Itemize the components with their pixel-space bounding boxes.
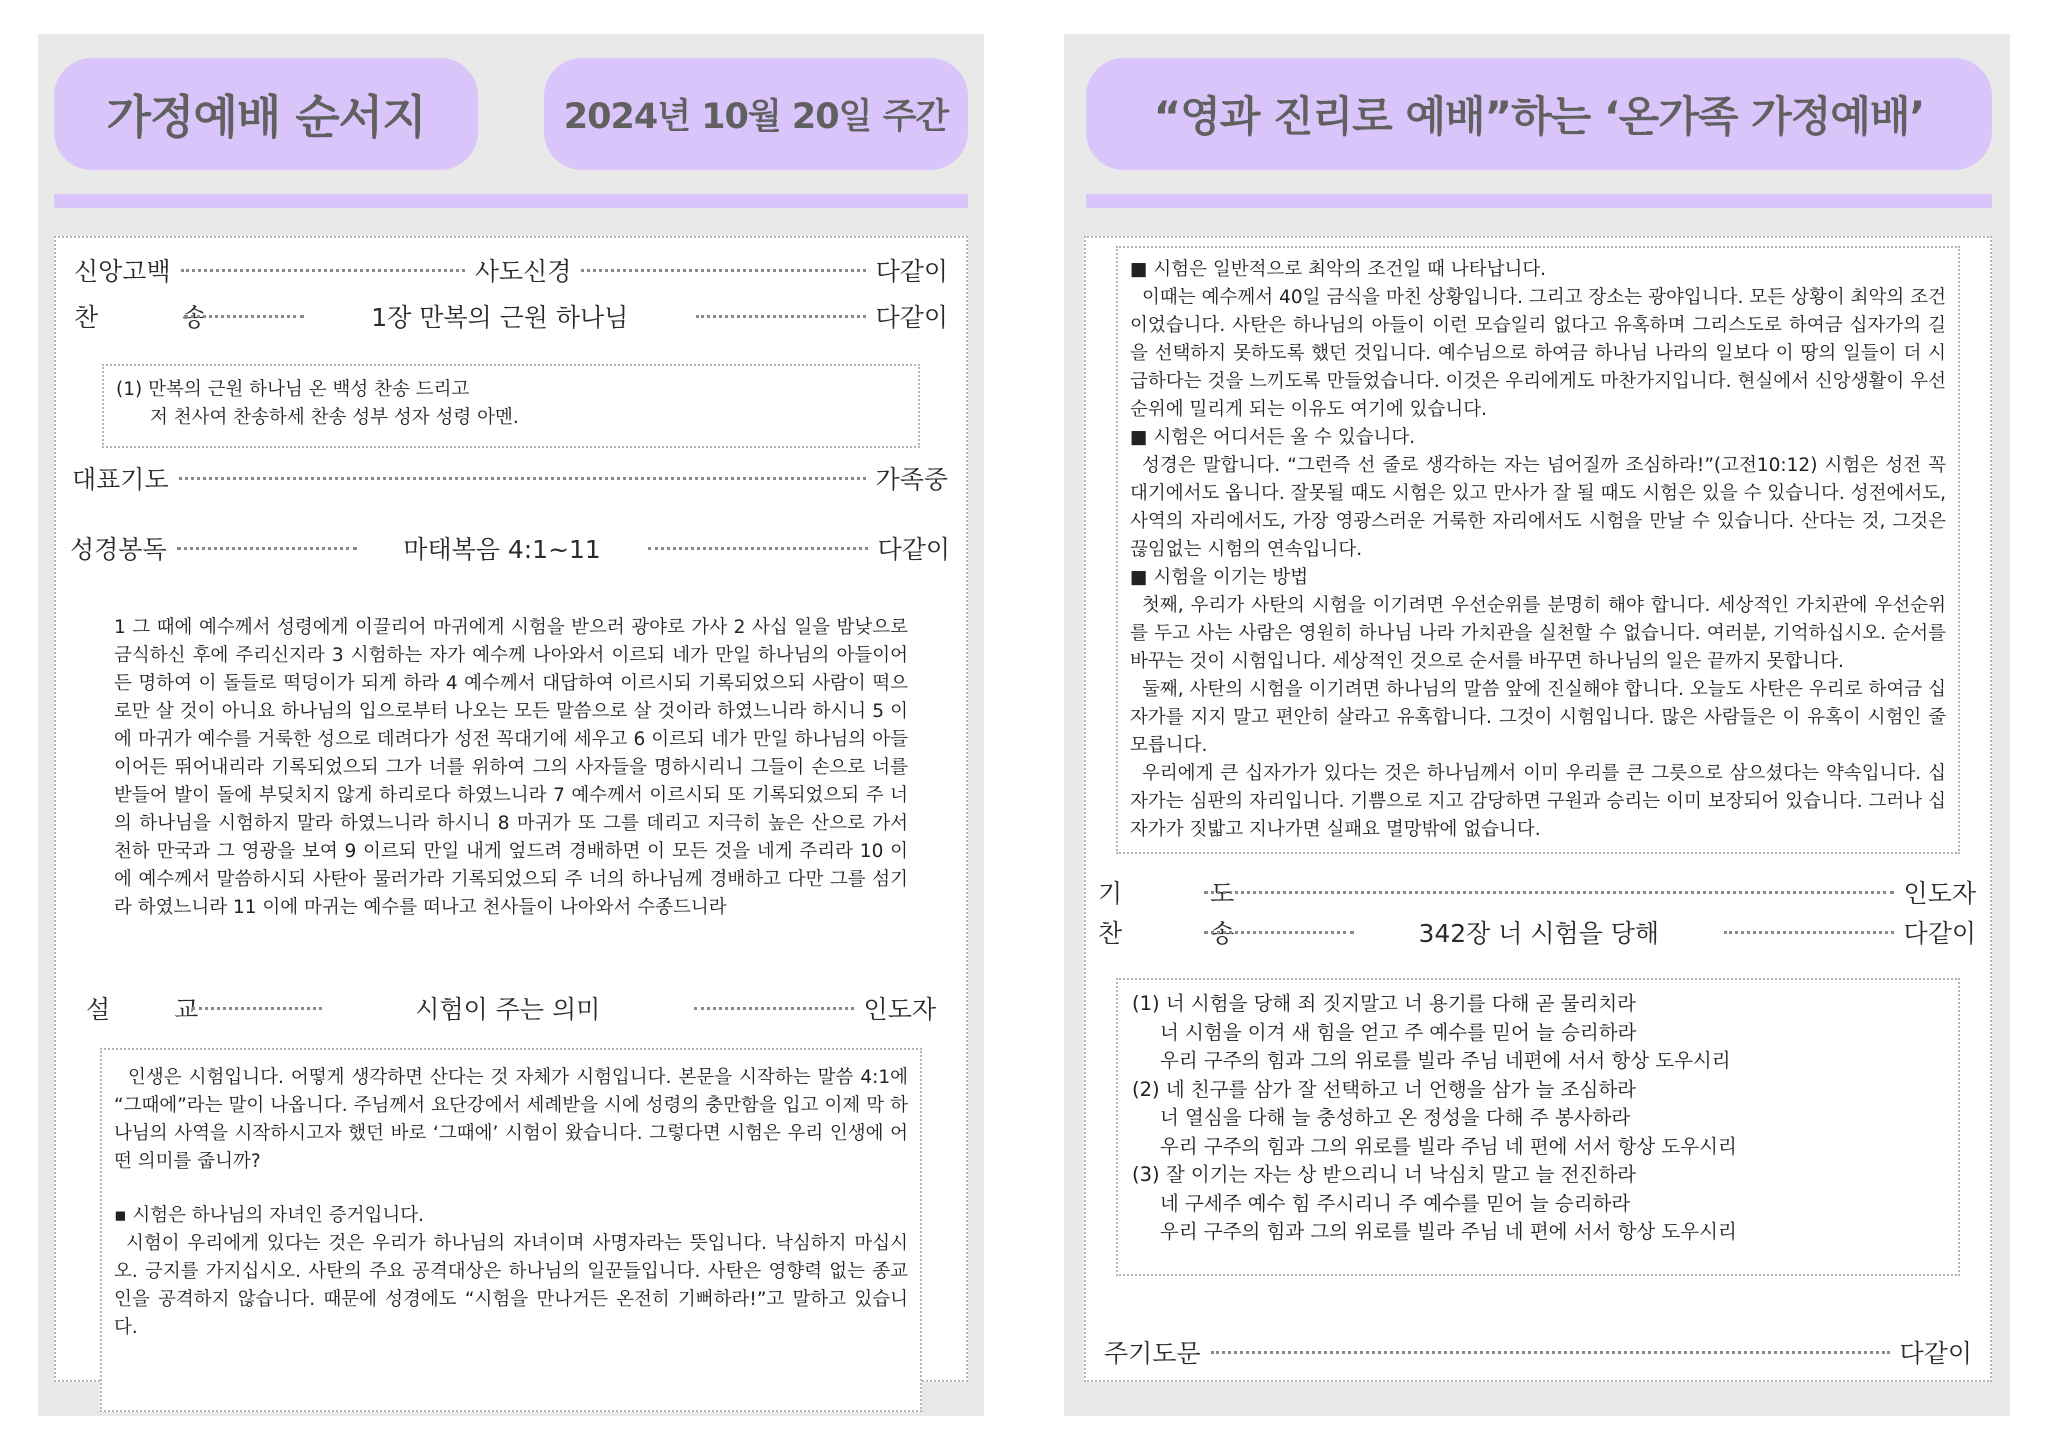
scripture-text [114, 614, 908, 922]
page-title [54, 58, 478, 170]
reading-row [70, 528, 950, 568]
prayer-leader: 인도자 [1903, 879, 1976, 908]
hymn-content: 1장 만복의 근원 하나님 [371, 303, 629, 332]
prayer-row [72, 458, 948, 498]
lyric-line: 저 천사여 찬송하세 찬송 성부 성자 성령 아멘. [150, 407, 519, 428]
lords-prayer-row [1104, 1332, 1972, 1372]
sermon-title: 시험이 주는 의미 [415, 995, 601, 1024]
left-page [38, 34, 984, 1416]
lyric-line: (3) 잘 이기는 자는 상 받으리니 너 낙심치 말고 늘 전진하라 [1132, 1163, 1637, 1186]
leader-dots [179, 477, 866, 480]
hymn-lyrics-box [1116, 978, 1960, 1276]
lyric-line: 네 구세주 예수 힘 주시리니 주 예수를 믿어 늘 승리하라 [1160, 1191, 1631, 1215]
sermon-panel [1084, 236, 1992, 1382]
prayer-label: 기 도 [1098, 879, 1275, 908]
prayer-leader: 가족중 [875, 465, 948, 494]
lyric-line: (1) 만복의 근원 하나님 온 백성 찬송 드리고 [116, 379, 470, 400]
sermon-continuation-box [1116, 246, 1960, 854]
lords-prayer-label: 주기도문 [1104, 1339, 1201, 1368]
lyric-line: (1) 너 시험을 당해 죄 짓지말고 너 용기를 다해 곧 물리치라 [1132, 992, 1637, 1015]
title-text: 가정예배 순서지 [106, 90, 426, 144]
section-heading: ■ 시험은 어디서든 올 수 있습니다. [1130, 427, 1416, 448]
leader-dots [192, 1007, 322, 1010]
hymn-content: 342장 너 시험을 당해 [1418, 919, 1660, 948]
reading-label: 성경봉독 [70, 535, 167, 564]
sermon-box [100, 1048, 922, 1412]
sermon-label: 설 교 [86, 995, 227, 1024]
creed-label: 신앙고백 [74, 257, 171, 286]
section-heading: ■ 시험을 이기는 방법 [1130, 567, 1309, 588]
date-badge [544, 58, 968, 170]
section-heading: ■ 시험은 일반적으로 최악의 조건일 때 나타납니다. [1130, 259, 1547, 280]
creed-row [74, 250, 948, 290]
sermon-row [86, 988, 936, 1028]
prayer-label: 대표기도 [72, 465, 169, 494]
order-panel [54, 236, 968, 1382]
point-heading: ▪ 시험은 하나님의 자녀인 증거입니다. [114, 1205, 425, 1226]
leader-dots [581, 269, 865, 272]
hymn-label: 찬 송 [74, 303, 245, 332]
right-title-text: “영과 진리로 예배”하는 ‘온가족 가정예배’ [1153, 92, 1925, 141]
hymn-row [1098, 912, 1976, 952]
section-paragraph: 둘째, 사탄의 시험을 이기려면 하나님의 말씀 앞에 진실해야 합니다. 오늘도 사탄은 우리로 하여금 십자가를 지지 말고 편안히 살라고 유혹합니다. 그것이 시험입니다. 많은 사람들은 이 유혹이 시험인 줄 모릅니다. [1130, 679, 1946, 756]
lyric-line: 우리 구주의 힘과 그의 위로를 빌라 주님 네 편에 서서 항상 도우시리 [1160, 1134, 1737, 1158]
lyric-line: 우리 구주의 힘과 그의 위로를 빌라 주님 네 편에 서서 항상 도우시리 [1160, 1220, 1737, 1243]
sermon-leader: 인도자 [863, 995, 936, 1024]
leader-dots [696, 315, 866, 318]
hymn-leader: 다같이 [875, 303, 948, 332]
point-body: 시험이 우리에게 있다는 것은 우리가 하나님의 자녀이며 사명자라는 뜻입니다. 낙심하지 마십시오. 긍지를 가지십시오. 사탄의 주요 공격대상은 하나님의 일꾼들입니다. 사탄은 영향력 없는 종교인을 공격하지 않습니다. 때문에 성경에도 “시험을 만나거든 온전히 기뻐하라!”고 말하고 있습니다. [114, 1233, 908, 1338]
scripture-paragraph: 1 그 때에 예수께서 성령에게 이끌리어 마귀에게 시험을 받으러 광야로 가사 2 사십 일을 밤낮으로 금식하신 후에 주리신지라 3 시험하는 자가 예수께 나아와서 이르되 네가 만일 하나님의 아들이어든 명하여 이 돌들로 떡덩이가 되게 하라 4 예수께서 대답하여 이르시되 기록되었으되 사람이 떡으로만 살 것이 아니요 하나님의 입으로부터 나오는 모든 말씀으로 살 것이라 하였느니라 하시니 5 이에 마귀가 예수를 거룩한 성으로 데려다가 성전 꼭대기에 세우고 6 이르되 네가 만일 하나님의 아들이어든 뛰어내리라 기록되었으되 그가 너를 위하여 그의 사자들을 명하시리니 그들이 손으로 너를 받들어 발이 돌에 부딪치지 않게 하리로다 하였느니라 7 예수께서 이르시되 또 기록되었으되 주 너의 하나님을 시험하지 말라 하였느니라 하시니 8 마귀가 또 그를 데리고 지극히 높은 산으로 가서 천하 만국과 그 영광을 보여 9 이르되 만일 내게 엎드려 경배하면 이 모든 것을 네게 주리라 10 이에 예수께서 말씀하시되 사탄아 물러가라 기록되었으되 주 너의 하나님께 경배하고 다만 그를 섬기라 하였느니라 11 이에 마귀는 예수를 떠나고 천사들이 나아와서 수종드니라 [114, 617, 909, 918]
lyric-line: (2) 네 친구를 삼가 잘 선택하고 너 언행을 삼가 늘 조심하라 [1132, 1077, 1637, 1101]
hymn-row [74, 296, 948, 336]
leader-dots [184, 315, 304, 318]
reading-leader: 다같이 [877, 535, 950, 564]
leader-dots [648, 547, 868, 550]
leader-dots [1211, 1351, 1890, 1354]
leader-dots [177, 547, 357, 550]
section-paragraph: 성경은 말합니다. “그런즉 선 줄로 생각하는 자는 넘어질까 조심하라!”(고전10:12) 시험은 성전 꼭대기에서도 옵니다. 잘못될 때도 시험은 있고 만사가 잘 될 때도 시험은 있을 수 있습니다. 성전에서도, 사역의 자리에서도, 가장 영광스러운 거룩한 자리에서도 시험을 만날 수 있습니다. 산다는 것, 그것은 끊임없는 시험의 연속입니다. [1130, 455, 1946, 560]
reading-content: 마태복음 4:1~11 [403, 535, 601, 564]
leader-dots [1204, 931, 1354, 934]
sermon-intro: 인생은 시험입니다. 어떻게 생각하면 산다는 것 자체가 시험입니다. 본문을 시작하는 말씀 4:1에 “그때에”라는 말이 나옵니다. 주님께서 요단강에서 세례받을 시에 성령의 충만함을 입고 이제 막 하나님의 사역을 시작하시고자 했던 바로 ‘그때에’ 시험이 왔습니다. 그렇다면 시험은 우리 인생에 어떤 의미를 줍니까? [114, 1067, 908, 1172]
hymn-leader: 다같이 [1903, 919, 1976, 948]
leader-dots [1724, 931, 1894, 934]
right-title-banner [1086, 58, 1992, 170]
creed-content: 사도신경 [474, 257, 572, 286]
hymn-lyrics-box [102, 364, 920, 448]
section-paragraph: 이때는 예수께서 40일 금식을 마친 상황입니다. 그리고 장소는 광야입니다. 모든 상황이 최악의 조건이었습니다. 사탄은 하나님의 아들이 이런 모습일리 없다고 유혹하며 그리스도로 하여금 십자가의 길을 선택하지 못하도록 했던 것입니다. 예수님으로 하여금 하나님 나라의 일보다 이 땅의 일들이 더 시급하다는 것을 느끼도록 만들었습니다. 이것은 우리에게도 마찬가지입니다. 현실에서 신앙생활이 우선순위에 밀리게 되는 이유도 여기에 있습니다. [1130, 287, 1946, 420]
creed-leader: 다같이 [875, 257, 949, 286]
lyric-line: 우리 구주의 힘과 그의 위로를 빌라 주님 네편에 서서 항상 도우시리 [1160, 1049, 1731, 1072]
lyric-line: 너 시험을 이겨 새 힘을 얻고 주 예수를 믿어 늘 승리하라 [1160, 1020, 1637, 1044]
prayer-row [1098, 872, 1976, 912]
header-rule [1086, 194, 1992, 208]
leader-dots [181, 269, 465, 272]
leader-dots [1204, 891, 1894, 894]
section-paragraph: 첫째, 우리가 사탄의 시험을 이기려면 우선순위를 분명히 해야 합니다. 세상적인 가치관에 우선순위를 두고 사는 사람은 영원히 하나님 나라 가치관을 실천할 수 없습니다. 여러분, 기억하십시오. 순서를 바꾸는 것이 시험입니다. 세상적인 것으로 순서를 바꾸면 하나님의 일은 끝까지 못합니다. [1130, 595, 1946, 672]
right-page [1064, 34, 2010, 1416]
header-rule [54, 194, 968, 208]
date-text: 2024년 10월 20일 주간 [563, 97, 949, 137]
lords-prayer-leader: 다같이 [1899, 1339, 1972, 1368]
leader-dots [694, 1007, 854, 1010]
hymn-label: 찬 송 [1098, 919, 1275, 948]
lyric-line: 너 열심을 다해 늘 충성하고 온 정성을 다해 주 봉사하라 [1160, 1106, 1631, 1129]
section-paragraph: 우리에게 큰 십자가가 있다는 것은 하나님께서 이미 우리를 큰 그릇으로 삼으셨다는 약속입니다. 십자가는 심판의 자리입니다. 기쁨으로 지고 감당하면 구원과 승리는 이미 보장되어 있습니다. 그러나 십자가가 짓밟고 지나가면 실패요 멸망밖에 없습니다. [1130, 763, 1946, 840]
